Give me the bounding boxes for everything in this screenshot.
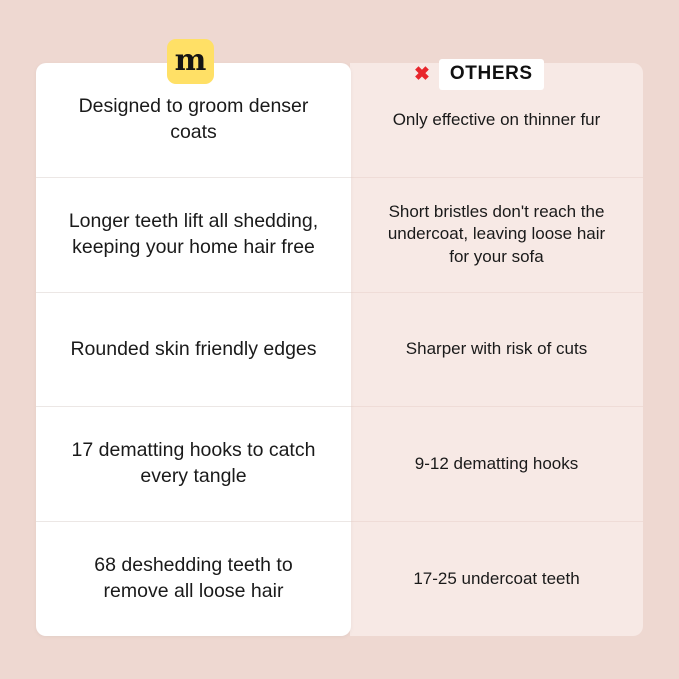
brand-logo-badge [167, 39, 214, 84]
table-row [36, 407, 351, 522]
ours-cell-text: Longer teeth lift all shedding, keeping your home hair free [68, 209, 319, 258]
table-row [350, 178, 643, 293]
table-row [36, 293, 351, 408]
table-row [350, 293, 643, 408]
others-label: OTHERS [449, 63, 533, 84]
others-cell-text: Sharper with risk of cuts [405, 339, 588, 359]
ours-cell-text: Designed to groom denser coats [78, 94, 309, 143]
ours-cell-text: 17 dematting hooks to catch every tangle [71, 439, 316, 488]
brand-logo-letter: m [174, 42, 207, 78]
x-mark-icon: ✖ [414, 64, 430, 85]
table-row [350, 522, 643, 636]
ours-cell-text: Rounded skin friendly edges [70, 337, 317, 360]
comparison-table [36, 63, 644, 636]
others-column [350, 63, 643, 636]
table-row [36, 522, 351, 636]
others-column-header [414, 59, 544, 90]
table-row [350, 407, 643, 522]
ours-column [36, 63, 351, 636]
others-cell-text: 17-25 undercoat teeth [413, 568, 580, 588]
table-row [36, 178, 351, 293]
others-label-pill [439, 59, 544, 90]
ours-cell-text: 68 deshedding teeth to remove all loose hair [94, 554, 293, 603]
others-cell-text: Short bristles don't reach the undercoat, leaving loose hair for your sofa [387, 201, 606, 266]
others-cell-text: 9-12 dematting hooks [414, 453, 579, 473]
others-cell-text: Only effective on thinner fur [392, 109, 601, 129]
